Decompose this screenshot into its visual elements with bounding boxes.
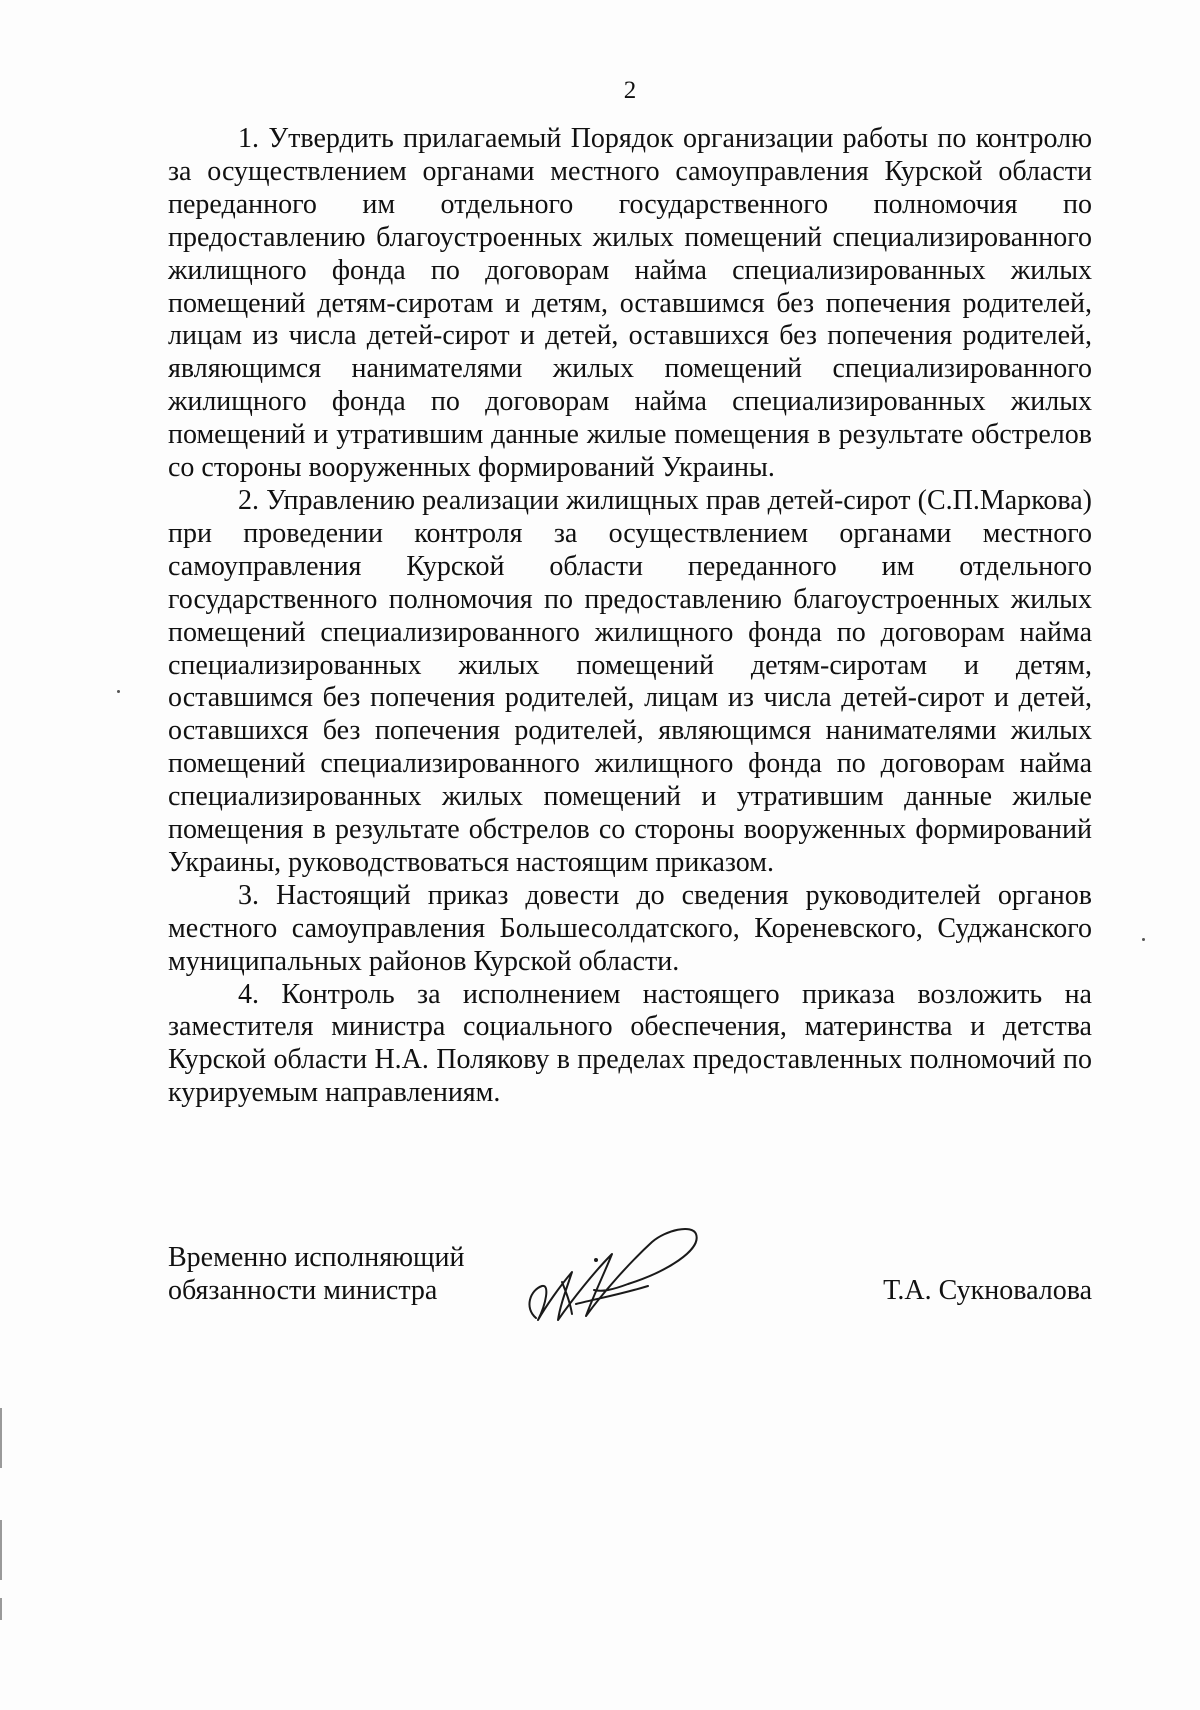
scan-artifact <box>0 1520 2 1580</box>
handwritten-signature-icon <box>516 1220 706 1340</box>
signatory-position <box>168 1242 465 1308</box>
paragraph-4: 4. Контроль за исполнением настоящего приказа возложить на заместителя министра социального обеспечения, материнства и детства Курской области Н.А. Полякову в пределах предоставленных полномочий по курируемым направлениям. <box>168 978 1092 1109</box>
signatory-position-line-1: Временно исполняющий <box>168 1242 465 1273</box>
scan-speck <box>117 690 120 693</box>
scan-artifact <box>0 1408 2 1468</box>
paragraph-1: 1. Утвердить прилагаемый Порядок организации работы по контролю за осуществлением органами местного самоуправления Курской области переданного им отдельного государственного полномочия по предоставлению благоустроенных жилых помещений специализированного жилищного фонда по договорам найма специализированных жилых помещений детям-сиротам и детям, оставшимся без попечения родителей, лицам из числа детей-сирот и детей, оставшихся без попечения родителей, являющимся нанимателями жилых помещений специализированного жилищного фонда по договорам найма специализированных жилых помещений и утратившим данные жилые помещения в результате обстрелов со стороны вооруженных формирований Украины. <box>168 123 1092 484</box>
paragraph-3: 3. Настоящий приказ довести до сведения руководителей органов местного самоуправления Большесолдатского, Кореневского, Суджанского муниципальных районов Курской области. <box>168 879 1092 977</box>
paragraph-2: 2. Управлению реализации жилищных прав детей-сирот (С.П.Маркова) при проведении контроля за осуществлением органами местного самоуправления Курской области переданного им отдельного государственного полномочия по предоставлению благоустроенных жилых помещений специализированного жилищного фонда по договорам найма специализированных жилых помещений детям-сиротам и детям, оставшимся без попечения родителей, лицам из числа детей-сирот и детей, оставшихся без попечения родителей, являющимся нанимателями жилых помещений специализированного жилищного фонда по договорам найма специализированных жилых помещений и утратившим данные жилые помещения в результате обстрелов со стороны вооруженных формирований Украины, руководствоваться настоящим приказом. <box>168 484 1092 878</box>
signatory-name: Т.А. Сукновалова <box>883 1275 1092 1306</box>
signature-block <box>168 1242 1092 1352</box>
signatory-position-line-2: обязанности министра <box>168 1274 438 1306</box>
page-number: 2 <box>623 77 637 104</box>
scan-speck <box>1142 938 1145 941</box>
scan-artifact <box>0 1598 2 1620</box>
document-body <box>168 123 1092 1110</box>
